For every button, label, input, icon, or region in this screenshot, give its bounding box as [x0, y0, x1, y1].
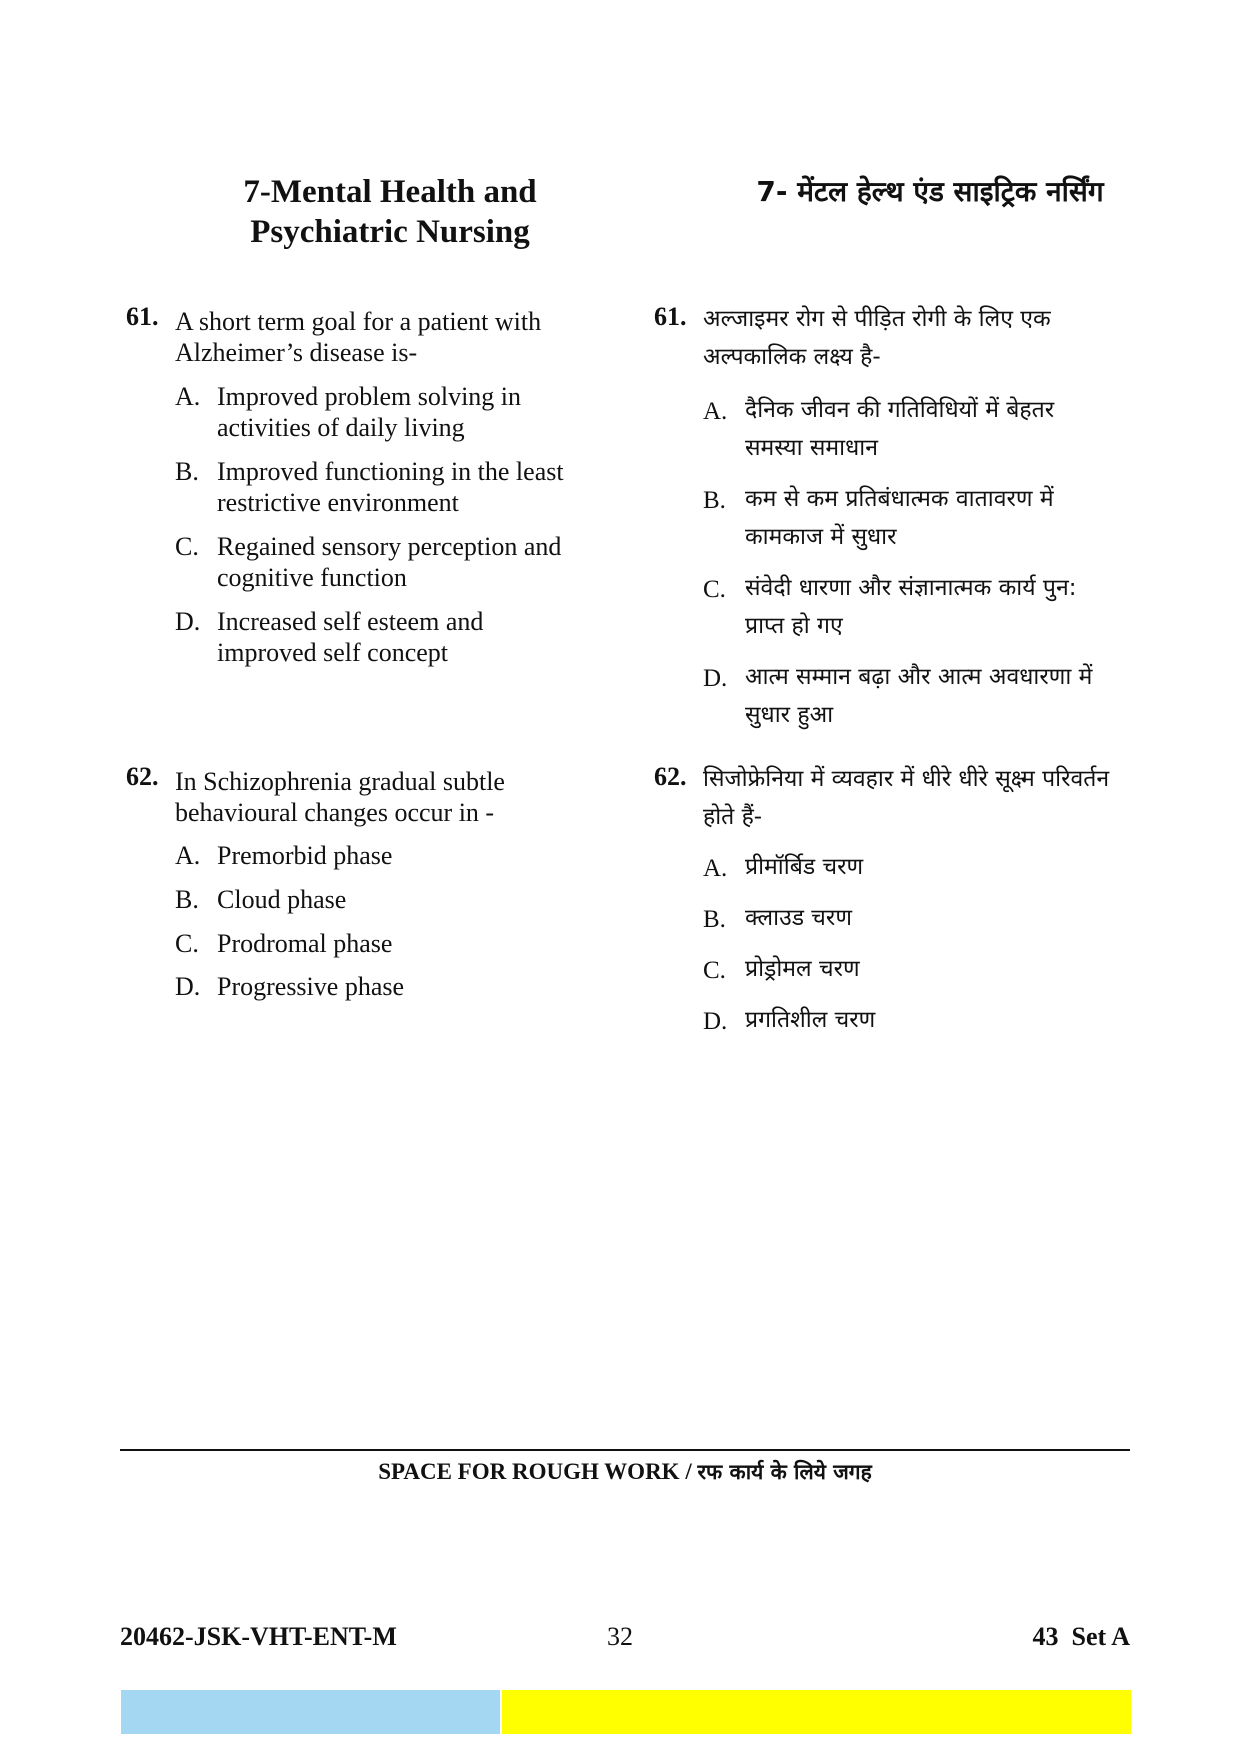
option-c	[175, 531, 615, 593]
question-text	[703, 300, 1051, 376]
question-text-line: Alzheimer’s disease is-	[175, 338, 418, 367]
option-text-line: restrictive environment	[217, 488, 459, 517]
section-title-en-line1: 7-Mental Health and	[243, 174, 537, 210]
option-text-line: कामकाज में सुधार	[745, 524, 897, 550]
question-text	[175, 766, 505, 828]
option-letter: D.	[175, 972, 201, 1001]
option-text	[217, 381, 521, 443]
option-letter: B.	[175, 885, 199, 914]
set-number: 43	[1032, 1622, 1059, 1651]
option-b	[703, 899, 1123, 937]
set-indicator	[1010, 1622, 1130, 1652]
option-c	[703, 569, 1123, 645]
option-letter: D.	[175, 607, 201, 636]
option-b	[175, 884, 615, 915]
option-text-line: प्राप्त हो गए	[745, 613, 843, 639]
option-letter: C.	[703, 576, 726, 603]
rough-work-divider	[120, 1449, 1130, 1451]
option-text-line: कम से कम प्रतिबंधात्मक वातावरण में	[745, 486, 1054, 512]
option-text-line: Improved problem solving in	[217, 382, 522, 411]
option-d	[703, 658, 1123, 734]
question-text-line: behavioural changes occur in -	[175, 798, 495, 827]
option-a	[175, 381, 615, 443]
question-number: 62.	[654, 762, 687, 791]
option-a	[703, 391, 1123, 467]
option-text-line: Improved functioning in the least	[217, 457, 564, 486]
option-c	[703, 950, 1123, 988]
option-text-line: improved self concept	[217, 638, 449, 667]
option-d	[175, 971, 615, 1002]
option-c	[175, 928, 615, 959]
question-number: 61.	[126, 302, 159, 331]
option-text-line: समस्या समाधान	[745, 435, 878, 461]
rough-work-label-en: SPACE FOR ROUGH WORK /	[378, 1459, 692, 1484]
option-text: Prodromal phase	[217, 929, 393, 958]
option-b	[175, 456, 615, 518]
option-letter: A.	[703, 855, 728, 882]
question-61-en	[120, 300, 620, 680]
question-number: 61.	[654, 302, 687, 331]
color-bar-yellow	[502, 1690, 1131, 1734]
option-a	[703, 848, 1123, 886]
option-text-line: activities of daily living	[217, 413, 465, 442]
option-letter: C.	[703, 957, 726, 984]
option-letter: C.	[175, 929, 199, 958]
option-letter: C.	[175, 532, 199, 561]
question-text-line: अल्जाइमर रोग से पीड़ित रोगी के लिए एक	[703, 306, 1051, 332]
option-text: क्लाउड चरण	[745, 905, 852, 931]
option-text	[745, 569, 1076, 645]
question-number: 62.	[126, 762, 159, 791]
option-letter: D.	[703, 1008, 728, 1035]
option-text-line: Increased self esteem and	[217, 607, 484, 636]
option-b	[703, 480, 1123, 556]
option-letter: A.	[703, 398, 728, 425]
rough-work-label-hi: रफ कार्य के लिये जगह	[697, 1460, 872, 1484]
question-text-line: सिजोफ्रेनिया में व्यवहार में धीरे धीरे सूक्ष्म परिवर्तन	[703, 766, 1110, 792]
set-label: Set A	[1071, 1622, 1130, 1651]
option-text-line: सुधार हुआ	[745, 702, 834, 728]
option-letter: B.	[175, 457, 199, 486]
question-text-line: In Schizophrenia gradual subtle	[175, 767, 505, 796]
option-text-line: दैनिक जीवन की गतिविधियों में बेहतर	[745, 397, 1055, 423]
option-letter: D.	[703, 665, 728, 692]
question-text	[703, 760, 1109, 836]
page-number: 32	[607, 1622, 633, 1651]
option-text-line: cognitive function	[217, 563, 407, 592]
option-a	[175, 840, 615, 871]
option-text-line: संवेदी धारणा और संज्ञानात्मक कार्य पुन:	[745, 575, 1077, 601]
question-text-line: A short term goal for a patient with	[175, 307, 542, 336]
question-62-hi	[648, 760, 1128, 1050]
color-bar-blue	[121, 1690, 500, 1734]
paper-code: 20462-JSK-VHT-ENT-M	[120, 1622, 397, 1651]
option-text	[217, 606, 483, 668]
option-text	[745, 480, 1054, 556]
rough-work-label	[120, 1458, 1130, 1486]
option-text	[745, 391, 1054, 467]
option-text-line: आत्म सम्मान बढ़ा और आत्म अवधारणा में	[745, 664, 1093, 690]
option-letter: B.	[703, 906, 726, 933]
option-text: प्रगतिशील चरण	[745, 1007, 876, 1033]
question-text-line: अल्पकालिक लक्ष्य है-	[703, 344, 881, 370]
option-text: प्रीमॉर्बिड चरण	[745, 854, 864, 880]
question-61-hi	[648, 300, 1128, 740]
option-text: Premorbid phase	[217, 841, 393, 870]
option-letter: A.	[175, 841, 201, 870]
option-text	[217, 456, 564, 518]
option-text: Progressive phase	[217, 972, 405, 1001]
question-text-line: होते हैं-	[703, 804, 763, 830]
option-text: Cloud phase	[217, 885, 347, 914]
option-d	[703, 1001, 1123, 1039]
option-text-line: Regained sensory perception and	[217, 532, 562, 561]
section-title-hi: 7- मेंटल हेल्थ एंड साइट्रिक नर्सिंग	[756, 175, 1104, 208]
option-text: प्रोड्रोमल चरण	[745, 956, 860, 982]
option-text	[217, 531, 561, 593]
question-62-en	[120, 760, 620, 1020]
section-title-en-line2: Psychiatric Nursing	[250, 214, 530, 250]
option-text	[745, 658, 1092, 734]
option-letter: B.	[703, 487, 726, 514]
option-d	[175, 606, 615, 668]
option-letter: A.	[175, 382, 201, 411]
question-text	[175, 306, 541, 368]
section-title-en	[150, 172, 630, 252]
